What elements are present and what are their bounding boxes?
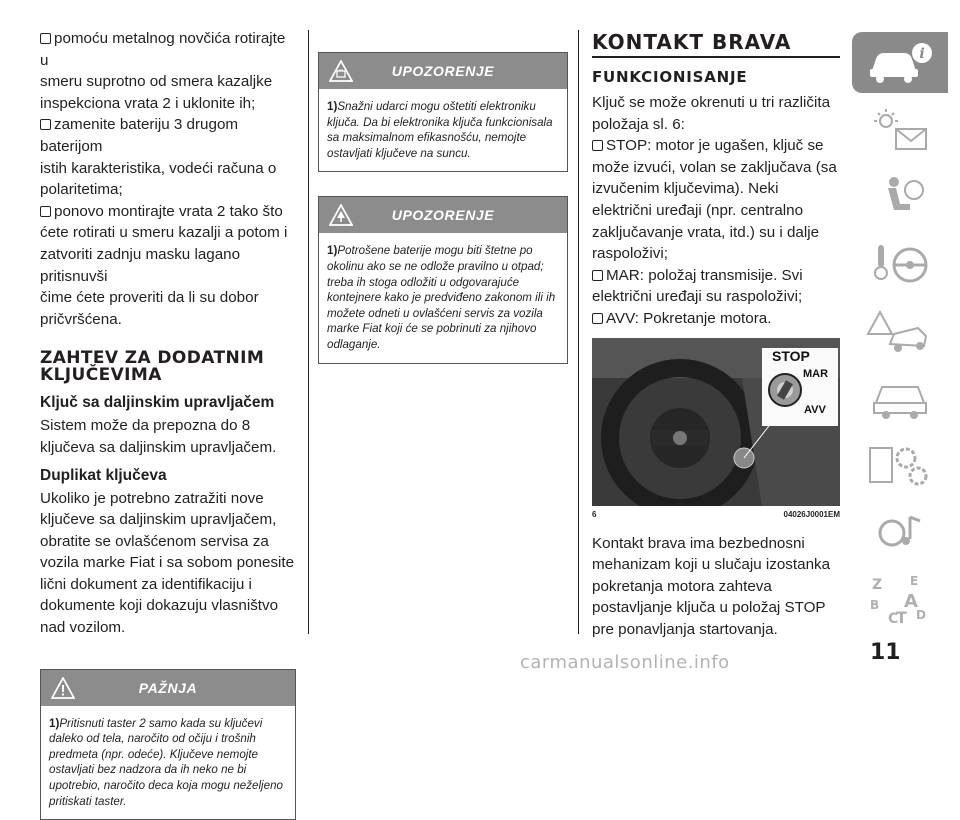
chapter-tabs [852, 32, 952, 635]
tab-multimedia[interactable] [852, 501, 948, 562]
warning-body-1 [319, 89, 567, 171]
list-item: pričvršćena. [40, 310, 122, 328]
tab-car-info[interactable] [852, 32, 948, 93]
warning-header-2 [319, 197, 567, 233]
warning-heading-1: UPOZORENJE [391, 63, 495, 79]
alphabet-index-icon [866, 571, 934, 627]
airbag-seat-icon [866, 172, 934, 222]
caution-text: Pritisnuti taster 2 samo kada su ključevi daleko od tela, naročito od očiju i trošnih predmeta (npr. odeće). Ključeve nemojte ostavljati bez nadzora da ih neko ne bi upotrebio, naročito deca koja mogu neželjeno pritiskati taster. [49, 716, 283, 808]
list-item: zamenite bateriju 3 drugom baterijom [40, 116, 239, 155]
index-letter: D [916, 607, 926, 622]
page-title: KONTAKT BRAVA [592, 30, 792, 54]
note-number: 1) [49, 716, 60, 730]
dashboard-lights-icon [866, 105, 934, 155]
index-letter: B [870, 597, 880, 612]
service-car-icon [866, 373, 934, 423]
column-divider [308, 30, 309, 634]
subsection-title-remote-key: Ključ sa daljinskim upravljačem [40, 394, 275, 412]
duplicate-keys-text: Ukoliko je potrebno zatražiti nove ključeve sa daljinskim upravljačem, obratite se ovlašćenom servisa za vozila marke Fiat i sa sobom ponesite lični dokument za identifikaciju i dokumente koji dokazuju vlasništvo nad vozilom. [40, 489, 295, 637]
tab-service[interactable] [852, 367, 948, 428]
watermark: carmanualsonline.info [520, 652, 730, 673]
list-item: polaritetima; [40, 181, 123, 199]
list-item: ćete rotirati u smeru kazalji a potom i [40, 224, 288, 242]
intro-text: Ključ se može okrenuti u tri različita položaja sl. 6: [592, 94, 831, 133]
ignition-figure [592, 338, 840, 506]
page-number: 11 [870, 640, 901, 665]
bullet-icon [40, 206, 51, 217]
multimedia-icon [866, 507, 934, 557]
section-subtitle: FUNKCIONISANJE [592, 68, 748, 86]
index-letter: C [888, 610, 899, 627]
battery-triangle-icon [329, 60, 353, 82]
list-item: ponovo montirajte vrata 2 tako što [40, 201, 296, 223]
tab-dashboard[interactable] [852, 99, 948, 160]
section-title-extra-keys: ZAHTEV ZA DODATNIM KLJUČEVIMA [40, 348, 265, 386]
list-item: smeru suprotno od smera kazaljke [40, 73, 273, 91]
label-mar: MAR [803, 367, 829, 380]
list-item: zatvoriti zadnju masku lagano pritisnuvši [40, 245, 241, 285]
left-column [40, 28, 296, 820]
figure-code: 04026J0001EM [783, 509, 840, 519]
figure-number: 6 [592, 509, 597, 519]
warning-header-1 [319, 53, 567, 89]
index-letter: Z [872, 576, 883, 593]
bullet-icon [40, 33, 51, 44]
right-column [592, 30, 840, 641]
tab-safety[interactable] [852, 166, 948, 227]
title-rule [592, 56, 840, 58]
gears-specs-icon [866, 440, 934, 490]
tab-index[interactable] [852, 568, 948, 629]
note-number: 1) [327, 244, 338, 258]
bullet-icon [40, 119, 51, 130]
caution-heading: PAŽNJA [138, 679, 198, 696]
warning-box-2 [318, 196, 568, 363]
bullet-icon [592, 270, 603, 281]
index-letter: A [904, 590, 918, 612]
closing-text: Kontakt brava ima bezbednosni mehanizam koji u slučaju izostanka pokretanja motora zahteva postavljanje ključa u položaj STOP pre ponavljanja startovanja. [592, 534, 831, 638]
warning-triangle-car-icon [866, 306, 934, 356]
index-letter: T [896, 607, 907, 627]
caution-body [41, 706, 295, 820]
index-letter: E [910, 573, 919, 588]
list-item: pomoću metalnog novčića rotirajte u [40, 30, 286, 69]
position-item-avv: AVV: Pokretanje motora. [592, 308, 840, 330]
svg-text:i: i [919, 45, 925, 62]
car-info-icon [866, 41, 934, 85]
list-item: inspekciona vrata 2 i uklonite ih; [40, 94, 256, 112]
column-divider [578, 30, 579, 634]
remote-key-text: Sistem može da prepozna do 8 ključeva sa daljinskim upravljačem. [40, 417, 277, 456]
caution-box [40, 669, 296, 820]
label-stop: STOP [772, 347, 810, 364]
warning-box-1 [318, 52, 568, 172]
bullet-icon [592, 140, 603, 151]
key-steering-icon [866, 239, 934, 289]
tab-specs[interactable] [852, 434, 948, 495]
battery-steps [40, 28, 296, 330]
list-item: istih karakteristika, vodeći računa o [40, 159, 277, 177]
warning-heading-2: UPOZORENJE [391, 207, 495, 224]
exclamation-triangle-icon [51, 677, 75, 699]
note-number: 1) [327, 100, 338, 113]
tab-starting[interactable] [852, 233, 948, 294]
label-avv: AVV [804, 403, 826, 416]
bullet-icon [592, 313, 603, 324]
position-item-stop: STOP: motor je ugašen, ključ se može izvući, volan se zaključava (sa izvučenim ključevima). Neki električni uređaji (npr. centralno zaključavanje vrata, itd.) su i dalje raspoloživi; [592, 137, 837, 263]
warning-body-2 [319, 233, 567, 362]
caution-header [41, 670, 295, 706]
position-item-mar: MAR: položaj transmisije. Svi električni uređaji su raspoloživi; [592, 266, 803, 306]
figure-caption [592, 510, 840, 519]
tab-emergency[interactable] [852, 300, 948, 361]
warning-text-1: Snažni udarci mogu oštetiti elektroniku ključa. Da bi elektronika ključa funkcionisala sa maksimalnom efikasnošću, nemojte ostavljati ključeve na suncu. [327, 100, 553, 160]
warning-text-2: Potrošene baterije mogu biti štetne po okolinu ako se ne odlože pravilno u otpad; treba ih stoga odložiti u odgovarajuće kontejnere kako je predviđeno zakonom ili ih možete odneti u ovlašćeni servis za vozila marke Fiat koji će se pobrinuti za njihovo odlaganje. [327, 244, 556, 351]
environment-tree-icon [329, 204, 353, 226]
subsection-title-duplicate-keys: Duplikat ključeva [40, 466, 167, 484]
list-item: čime ćete proveriti da li su dobor [40, 289, 259, 307]
middle-column [318, 44, 568, 364]
